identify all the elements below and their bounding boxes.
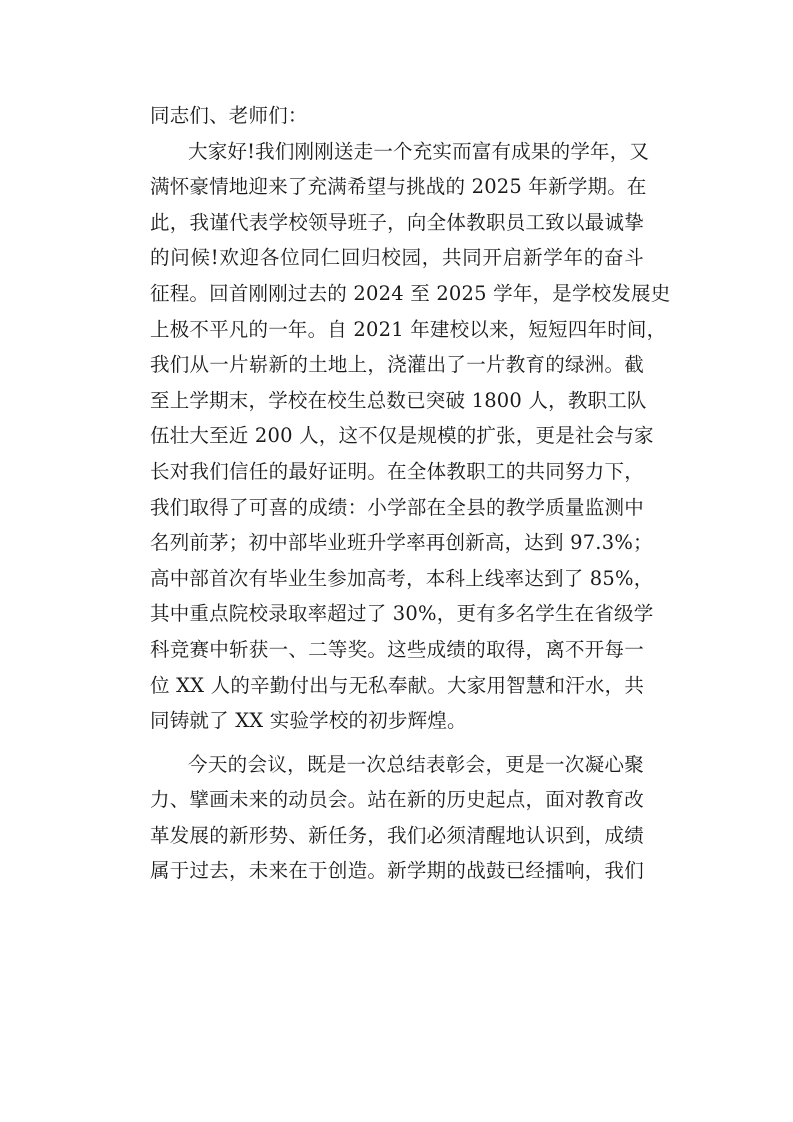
paragraph-line: 同铸就了 XX 实验学校的初步辉煌。 — [150, 709, 467, 733]
paragraph-line: 革发展的新形势、新任务，我们必须清醒地认识到，成绩 — [150, 823, 644, 847]
paragraph-line: 至上学期末，学校在校生总数已突破 1800 人，教职工队 — [150, 388, 647, 412]
paragraph-line: 我们取得了可喜的成绩：小学部在全县的教学质量监测中 — [150, 495, 644, 519]
paragraph-1 — [150, 134, 671, 739]
paragraph-line: 其中重点院校录取率超过了 30%，更有多名学生在省级学 — [150, 602, 654, 626]
paragraph-line: 高中部首次有毕业生参加高考，本科上线率达到了 85%， — [150, 566, 654, 590]
paragraph-line: 今天的会议，既是一次总结表彰会，更是一次凝心聚 — [188, 752, 644, 776]
paragraph-line: 名列前茅；初中部毕业班升学率再创新高，达到 97.3%； — [150, 531, 653, 555]
paragraph-line: 征程。回首刚刚过去的 2024 至 2025 学年，是学校发展史 — [150, 281, 671, 305]
paragraph-line: 伍壮大至近 200 人，这不仅是规模的扩张，更是社会与家 — [150, 424, 654, 448]
paragraph-line: 大家好!我们刚刚送走一个充实而富有成果的学年，又 — [188, 139, 650, 163]
paragraph-line: 我们从一片崭新的土地上，浇灌出了一片教育的绿洲。截 — [150, 353, 644, 377]
paragraph-line: 长对我们信任的最好证明。在全体教职工的共同努力下， — [150, 459, 644, 483]
salutation: 同志们、老师们： — [150, 104, 308, 127]
paragraph-2 — [150, 747, 644, 889]
paragraph-gap — [150, 739, 644, 747]
paragraph-line: 此，我谨代表学校领导班子，向全体教职员工致以最诚挚 — [150, 210, 644, 234]
paragraph-line: 上极不平凡的一年。自 2021 年建校以来，短短四年时间， — [150, 317, 667, 341]
paragraph-line: 科竞赛中斩获一、二等奖。这些成绩的取得，离不开每一 — [150, 637, 644, 661]
paragraph-line: 的问候!欢迎各位同仁回归校园，共同开启新学年的奋斗 — [150, 246, 644, 270]
paragraph-line: 位 XX 人的辛勤付出与无私奉献。大家用智慧和汗水，共 — [150, 673, 645, 697]
paragraph-line: 属于过去，未来在于创造。新学期的战鼓已经擂响，我们 — [150, 859, 644, 883]
speech-text — [150, 98, 671, 889]
paragraph-line: 力、擘画未来的动员会。站在新的历史起点，面对教育改 — [150, 788, 644, 812]
paragraph-line: 满怀豪情地迎来了充满希望与挑战的 2025 年新学期。在 — [150, 175, 647, 199]
